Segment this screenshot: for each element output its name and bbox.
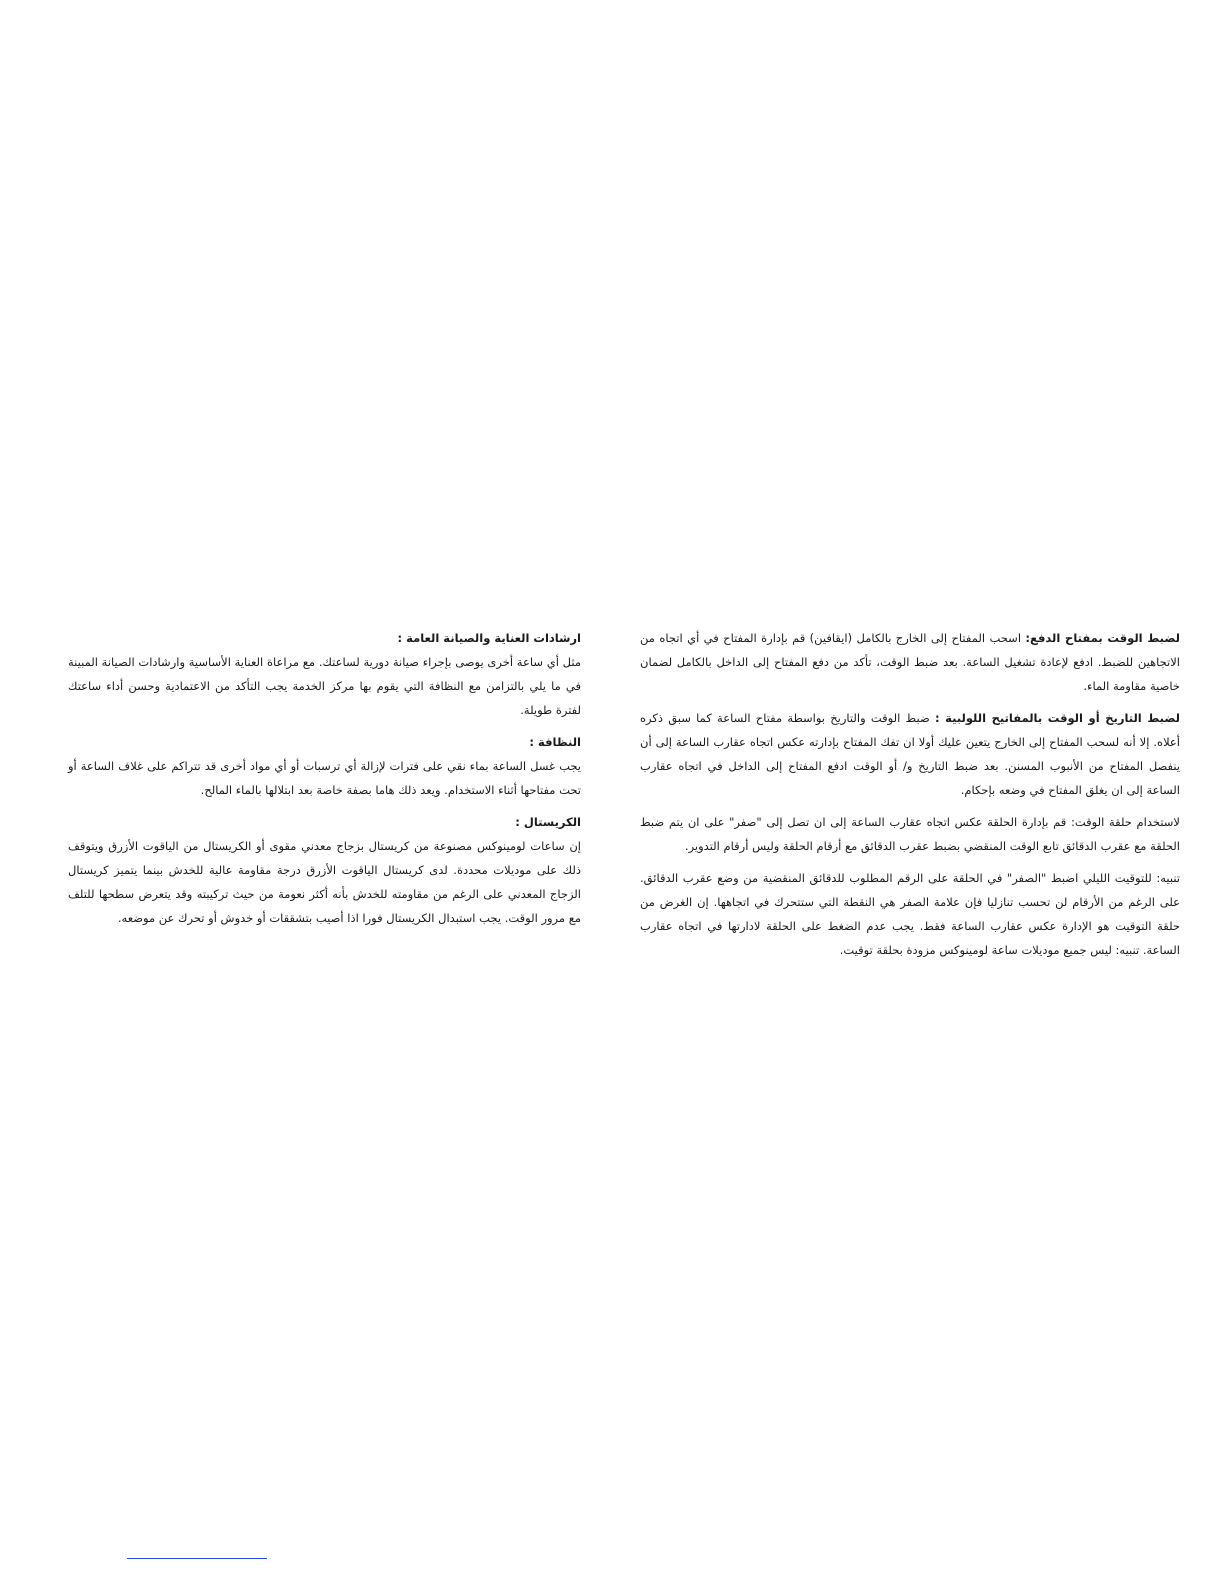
- cleaning-heading: النظافة :: [529, 735, 581, 749]
- screw-crown-text: ضبط الوقت والتاريخ بواسطة مفتاح الساعة كما سبق ذكره أعلاه. إلا أنه لسحب المفتاح إلى الخارج يتعين عليك أولا ان تفك المفتاح بإدارته عكس اتجاه عقارب الساعة إلى أن ينفصل المفتاح من الأنبوب المسنن. بعد ضبط التاريخ و/ أو الوقت ادفع المفتاح إلى الداخل في اتجاه عقارب الساعة إلى ان يغلق المفتاح في وضعه بإحكام.: [640, 711, 1180, 797]
- cleaning-paragraph: يجب غسل الساعة بماء نقي على فترات لإزالة أي ترسبات أو أي مواد أخرى قد تتراكم على غلاف الساعة أو تحت مفتاحها أثناء الاستخدام. ويعد ذلك هاما بصفة خاصة بعد ابتلالها بالماء المالح.: [68, 759, 581, 797]
- crystal-paragraph: إن ساعات لومينوكس مصنوعة من كريستال بزجاج معدني مقوى أو الكريستال من الياقوت الأزرق ويتوقف ذلك على موديلات محددة. لدى كريستال الياقوت الأزرق درجة مقاومة عالية للخدش بينما يتميز كريستال الزجاج المعدني على الرغم من مقاومته للخدش بأنه أكثر نعومة من حيث تركيبته وقد يتعرض سطحها للتلف مع مرور الوقت. يجب استبدال الكريستال فورا اذا أصيب بتشققات أو خدوش أو تحرك عن موضعه.: [68, 839, 581, 925]
- timing-bezel-paragraph: لاستخدام حلقة الوقت: قم بإدارة الحلقة عكس اتجاه عقارب الساعة إلى ان تصل إلى "صفر" على ان يتم ضبط الحلقة مع عقرب الدقائق تابع الوقت المنقضي بضبط عقرب الدقائق مع أرقام الحلقة وليس أرقام التدوير.: [640, 815, 1180, 853]
- push-crown-paragraph: [640, 626, 1180, 698]
- footnote-divider: [127, 1558, 267, 1559]
- screw-crown-paragraph: [640, 706, 1180, 802]
- crystal-heading: الكريستال :: [515, 815, 581, 829]
- screw-crown-heading: لضبط التاريخ أو الوقت بالمفاتيح اللولبية :: [934, 711, 1180, 725]
- warning-paragraph: تنبيه: للتوقيت الليلي اضبط "الصفر" في الحلقة على الرقم المطلوب للدقائق المنقضية من وضع عقرب الدقائق. على الرغم من الأرقام لن تحسب تنازليا فإن علامة الصفر هي النقطة التي ستتحرك في اتجاهها. إن الغرض من حلقة التوقيت هو الإدارة عكس عقارب الساعة فقط. يجب عدم الضغط على الحلقة لادارتها في اتجاه عقارب الساعة. تنبيه: ليس جميع موديلات ساعة لومينوكس مزودة بحلقة توقيت.: [640, 871, 1180, 957]
- push-crown-text: اسحب المفتاح إلى الخارج بالكامل (ايقافين) قم بإدارة المفتاح في أي اتجاه من الاتجاهين للضبط. ادفع لإعادة تشغيل الساعة. بعد ضبط الوقت، تأكد من دفع المفتاح إلى الداخل بالكامل لضمان خاصية مقاومة الماء.: [640, 631, 1180, 693]
- left-column: [68, 626, 581, 938]
- care-heading: ارشادات العناية والصيانة العامة :: [397, 631, 581, 645]
- right-column: [640, 626, 1180, 970]
- push-crown-heading: لضبط الوقت بمفتاح الدفع:: [1025, 631, 1180, 645]
- care-paragraph: مثل أي ساعة أخرى يوصى بإجراء صيانة دورية لساعتك. مع مراعاة العناية الأساسية وارشادات الصيانة المبينة في ما يلي بالتزامن مع النظافة التي يقوم بها مركز الخدمة يجب التأكد من الاعتمادية وحسن أداء ساعتك لفترة طويلة.: [68, 655, 581, 717]
